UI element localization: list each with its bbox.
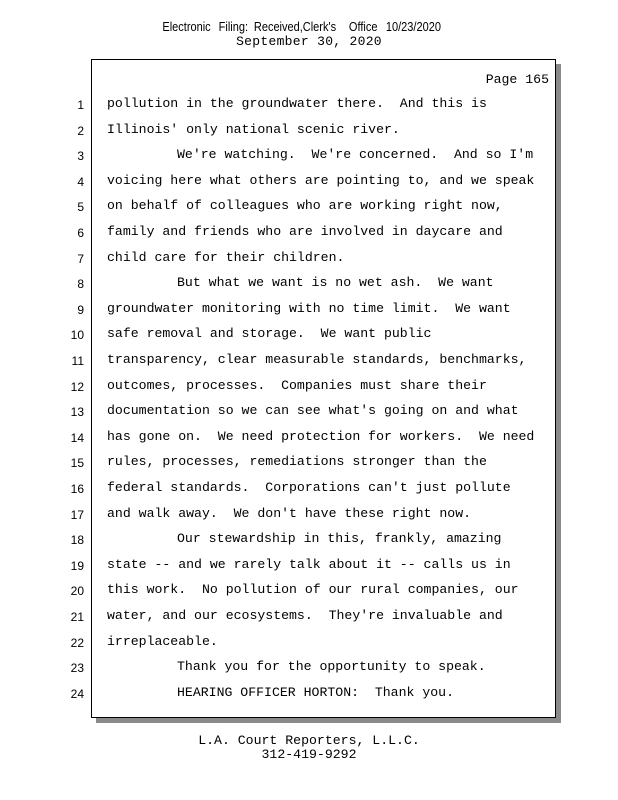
line-number: 23	[70, 661, 84, 676]
line-number: 8	[77, 277, 84, 292]
line-number: 5	[77, 200, 84, 215]
line-number: 21	[70, 610, 84, 624]
line-text: rules, processes, remediations stronger than the	[107, 454, 487, 470]
filing-label: Electronic	[162, 20, 211, 34]
reporter-phone: 312-419-9292	[261, 747, 357, 762]
line-number: 1	[77, 98, 84, 112]
line-text: groundwater monitoring with no time limit. We want	[107, 300, 511, 316]
line-text: federal standards. Corporations can't just pollute	[107, 480, 511, 495]
line-number: 14	[70, 430, 84, 445]
line-number: 9	[77, 302, 84, 317]
line-text: outcomes, processes. Companies must share their	[107, 377, 487, 393]
line-text: on behalf of colleagues who are working right now,	[107, 198, 503, 214]
line-text: this work. No pollution of our rural companies, our	[107, 582, 519, 598]
line-number: 17	[70, 507, 84, 522]
filing-date: 10/23/2020	[385, 20, 441, 34]
line-text: But what we want is no wet ash. We want	[177, 275, 494, 291]
line-text: child care for their children.	[107, 249, 345, 265]
page-number: Page 165	[485, 72, 549, 87]
line-text: Thank you for the opportunity to speak.	[177, 659, 486, 675]
reporter-firm: L.A. Court Reporters, L.L.C.	[198, 733, 420, 748]
line-text: Our stewardship in this, frankly, amazing	[177, 531, 502, 547]
line-number: 13	[70, 405, 84, 420]
received-label: Received,Clerk's	[253, 20, 337, 34]
line-text: documentation so we can see what's going on and what	[107, 403, 519, 419]
line-text: pollution in the groundwater there. And this is	[107, 96, 487, 111]
line-number: 20	[70, 584, 84, 599]
line-number: 4	[77, 174, 84, 189]
line-number: 16	[70, 482, 84, 496]
line-number: 7	[77, 251, 84, 266]
line-number: 11	[71, 354, 84, 368]
line-text: HEARING OFFICER HORTON: Thank you.	[177, 684, 454, 700]
filing-word: Filing:	[218, 20, 249, 34]
line-text: state -- and we rarely talk about it -- calls us in	[107, 556, 511, 572]
line-text: voicing here what others are pointing to, and we speak	[107, 172, 535, 188]
line-text: safe removal and storage. We want public	[107, 326, 432, 342]
line-number: 12	[70, 379, 84, 394]
line-number: 2	[77, 123, 84, 138]
line-text: and walk away. We don't have these right now.	[107, 505, 472, 521]
line-number: 24	[70, 686, 84, 701]
line-text: Illinois' only national scenic river.	[107, 121, 400, 137]
line-number: 10	[70, 328, 84, 343]
office-label: Office	[348, 20, 378, 34]
line-number: 3	[77, 149, 84, 164]
line-text: irreplaceable.	[107, 633, 218, 649]
line-number: 18	[70, 533, 84, 548]
line-text: water, and our ecosystems. They're invaluable and	[107, 608, 503, 623]
hearing-date: September 30, 2020	[236, 34, 382, 49]
line-number: 22	[70, 635, 84, 650]
line-number: 15	[70, 456, 84, 471]
line-text: We're watching. We're concerned. And so I'm	[177, 147, 534, 163]
transcript-page	[91, 59, 556, 718]
line-number: 6	[77, 226, 84, 240]
line-number: 19	[70, 558, 84, 573]
line-text: has gone on. We need protection for workers. We need	[107, 428, 535, 444]
line-text: family and friends who are involved in daycare and	[107, 224, 503, 239]
line-text: transparency, clear measurable standards, benchmarks,	[107, 352, 527, 367]
